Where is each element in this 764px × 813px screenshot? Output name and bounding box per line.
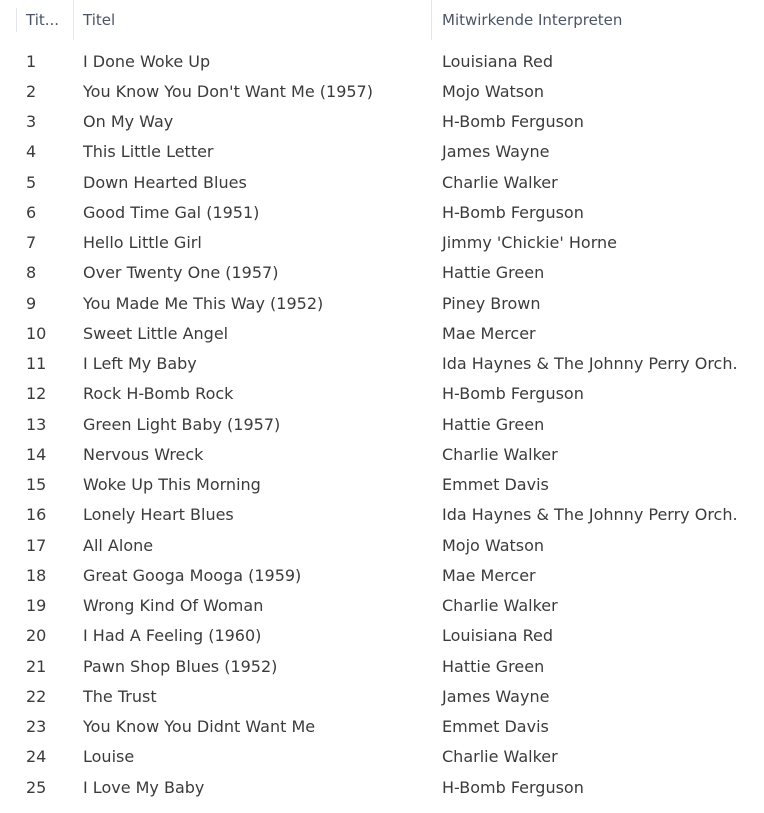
track-row[interactable] bbox=[0, 772, 764, 802]
track-title: On My Way bbox=[83, 112, 174, 132]
track-number: 18 bbox=[26, 565, 47, 585]
track-title: You Made Me This Way (1952) bbox=[83, 293, 324, 313]
track-artist: James Wayne bbox=[442, 142, 550, 162]
track-number: 14 bbox=[26, 444, 47, 464]
track-artist: James Wayne bbox=[442, 686, 550, 706]
track-artist: H-Bomb Ferguson bbox=[442, 202, 584, 222]
track-row[interactable] bbox=[0, 258, 764, 288]
track-row[interactable] bbox=[0, 228, 764, 258]
track-title: Hello Little Girl bbox=[83, 233, 202, 253]
track-title: Sweet Little Angel bbox=[83, 323, 229, 343]
track-number: 21 bbox=[26, 656, 47, 676]
track-artist: Piney Brown bbox=[442, 293, 541, 313]
track-number: 3 bbox=[26, 112, 37, 132]
track-row[interactable] bbox=[0, 197, 764, 227]
track-rows bbox=[0, 46, 764, 802]
track-title: I Had A Feeling (1960) bbox=[83, 626, 262, 646]
track-artist: Jimmy 'Chickie' Horne bbox=[442, 233, 617, 253]
track-row[interactable] bbox=[0, 167, 764, 197]
track-row[interactable] bbox=[0, 288, 764, 318]
track-title: I Done Woke Up bbox=[83, 51, 211, 71]
track-artist: Louisiana Red bbox=[442, 626, 554, 646]
track-artist: H-Bomb Ferguson bbox=[442, 777, 584, 797]
track-row[interactable] bbox=[0, 560, 764, 590]
track-row[interactable] bbox=[0, 530, 764, 560]
track-artist: Hattie Green bbox=[442, 656, 545, 676]
track-number: 13 bbox=[26, 414, 47, 434]
track-number: 8 bbox=[26, 263, 37, 283]
track-number: 12 bbox=[26, 384, 47, 404]
track-artist: Louisiana Red bbox=[442, 51, 554, 71]
track-artist: Charlie Walker bbox=[442, 444, 558, 464]
track-number: 10 bbox=[26, 323, 47, 343]
track-number: 5 bbox=[26, 172, 37, 192]
track-artist: Charlie Walker bbox=[442, 596, 558, 616]
track-number: 22 bbox=[26, 686, 47, 706]
track-artist: Mae Mercer bbox=[442, 565, 536, 585]
track-number: 20 bbox=[26, 626, 47, 646]
track-title: Nervous Wreck bbox=[83, 444, 204, 464]
track-artist: Charlie Walker bbox=[442, 747, 558, 767]
track-row[interactable] bbox=[0, 379, 764, 409]
track-artist: Charlie Walker bbox=[442, 172, 558, 192]
track-row[interactable] bbox=[0, 349, 764, 379]
track-row[interactable] bbox=[0, 318, 764, 348]
column-header-track-number-label: Tit... bbox=[26, 11, 60, 29]
track-artist: H-Bomb Ferguson bbox=[442, 384, 584, 404]
track-number: 4 bbox=[26, 142, 37, 162]
track-row[interactable] bbox=[0, 621, 764, 651]
track-artist: Ida Haynes & The Johnny Perry Orch. bbox=[442, 505, 738, 525]
track-title: I Left My Baby bbox=[83, 354, 197, 374]
track-row[interactable] bbox=[0, 742, 764, 772]
track-title: You Know You Don't Want Me (1957) bbox=[83, 81, 373, 101]
track-number: 23 bbox=[26, 717, 47, 737]
column-header-row bbox=[0, 0, 764, 40]
track-row[interactable] bbox=[0, 500, 764, 530]
column-header-contributing-artists[interactable] bbox=[432, 0, 764, 40]
track-row[interactable] bbox=[0, 439, 764, 469]
track-title: All Alone bbox=[83, 535, 154, 555]
track-number: 11 bbox=[26, 354, 47, 374]
track-title: Pawn Shop Blues (1952) bbox=[83, 656, 278, 676]
track-title: Wrong Kind Of Woman bbox=[83, 596, 264, 616]
column-header-track-number[interactable] bbox=[0, 0, 74, 40]
track-row[interactable] bbox=[0, 591, 764, 621]
track-number: 19 bbox=[26, 596, 47, 616]
track-number: 1 bbox=[26, 51, 37, 71]
track-number: 17 bbox=[26, 535, 47, 555]
column-header-title-label: Titel bbox=[83, 11, 116, 29]
track-row[interactable] bbox=[0, 712, 764, 742]
track-number: 16 bbox=[26, 505, 47, 525]
track-artist: Emmet Davis bbox=[442, 475, 549, 495]
track-row[interactable] bbox=[0, 409, 764, 439]
track-row[interactable] bbox=[0, 107, 764, 137]
track-number: 7 bbox=[26, 233, 37, 253]
track-title: Good Time Gal (1951) bbox=[83, 202, 260, 222]
track-title: Louise bbox=[83, 747, 135, 767]
track-title: Green Light Baby (1957) bbox=[83, 414, 281, 434]
track-title: Great Googa Mooga (1959) bbox=[83, 565, 302, 585]
track-number: 24 bbox=[26, 747, 47, 767]
track-title: Rock H-Bomb Rock bbox=[83, 384, 234, 404]
track-artist: Emmet Davis bbox=[442, 717, 549, 737]
track-title: I Love My Baby bbox=[83, 777, 205, 797]
track-title: Lonely Heart Blues bbox=[83, 505, 234, 525]
track-row[interactable] bbox=[0, 76, 764, 106]
track-artist: Ida Haynes & The Johnny Perry Orch. bbox=[442, 354, 738, 374]
track-title: This Little Letter bbox=[83, 142, 214, 162]
track-artist: Mojo Watson bbox=[442, 81, 545, 101]
column-header-title[interactable] bbox=[74, 0, 432, 40]
track-title: Over Twenty One (1957) bbox=[83, 263, 279, 283]
track-row[interactable] bbox=[0, 46, 764, 76]
track-artist: Mojo Watson bbox=[442, 535, 545, 555]
track-title: Woke Up This Morning bbox=[83, 475, 261, 495]
column-header-contributing-artists-label: Mitwirkende Interpreten bbox=[442, 11, 623, 29]
track-number: 6 bbox=[26, 202, 37, 222]
track-row[interactable] bbox=[0, 651, 764, 681]
track-number: 15 bbox=[26, 475, 47, 495]
track-artist: H-Bomb Ferguson bbox=[442, 112, 584, 132]
track-artist: Hattie Green bbox=[442, 263, 545, 283]
track-artist: Hattie Green bbox=[442, 414, 545, 434]
track-title: Down Hearted Blues bbox=[83, 172, 247, 192]
track-row[interactable] bbox=[0, 470, 764, 500]
track-number: 9 bbox=[26, 293, 37, 313]
track-title: You Know You Didnt Want Me bbox=[83, 717, 316, 737]
track-row[interactable] bbox=[0, 137, 764, 167]
track-title: The Trust bbox=[83, 686, 157, 706]
track-row[interactable] bbox=[0, 681, 764, 711]
track-number: 2 bbox=[26, 81, 37, 101]
track-artist: Mae Mercer bbox=[442, 323, 536, 343]
track-number: 25 bbox=[26, 777, 47, 797]
